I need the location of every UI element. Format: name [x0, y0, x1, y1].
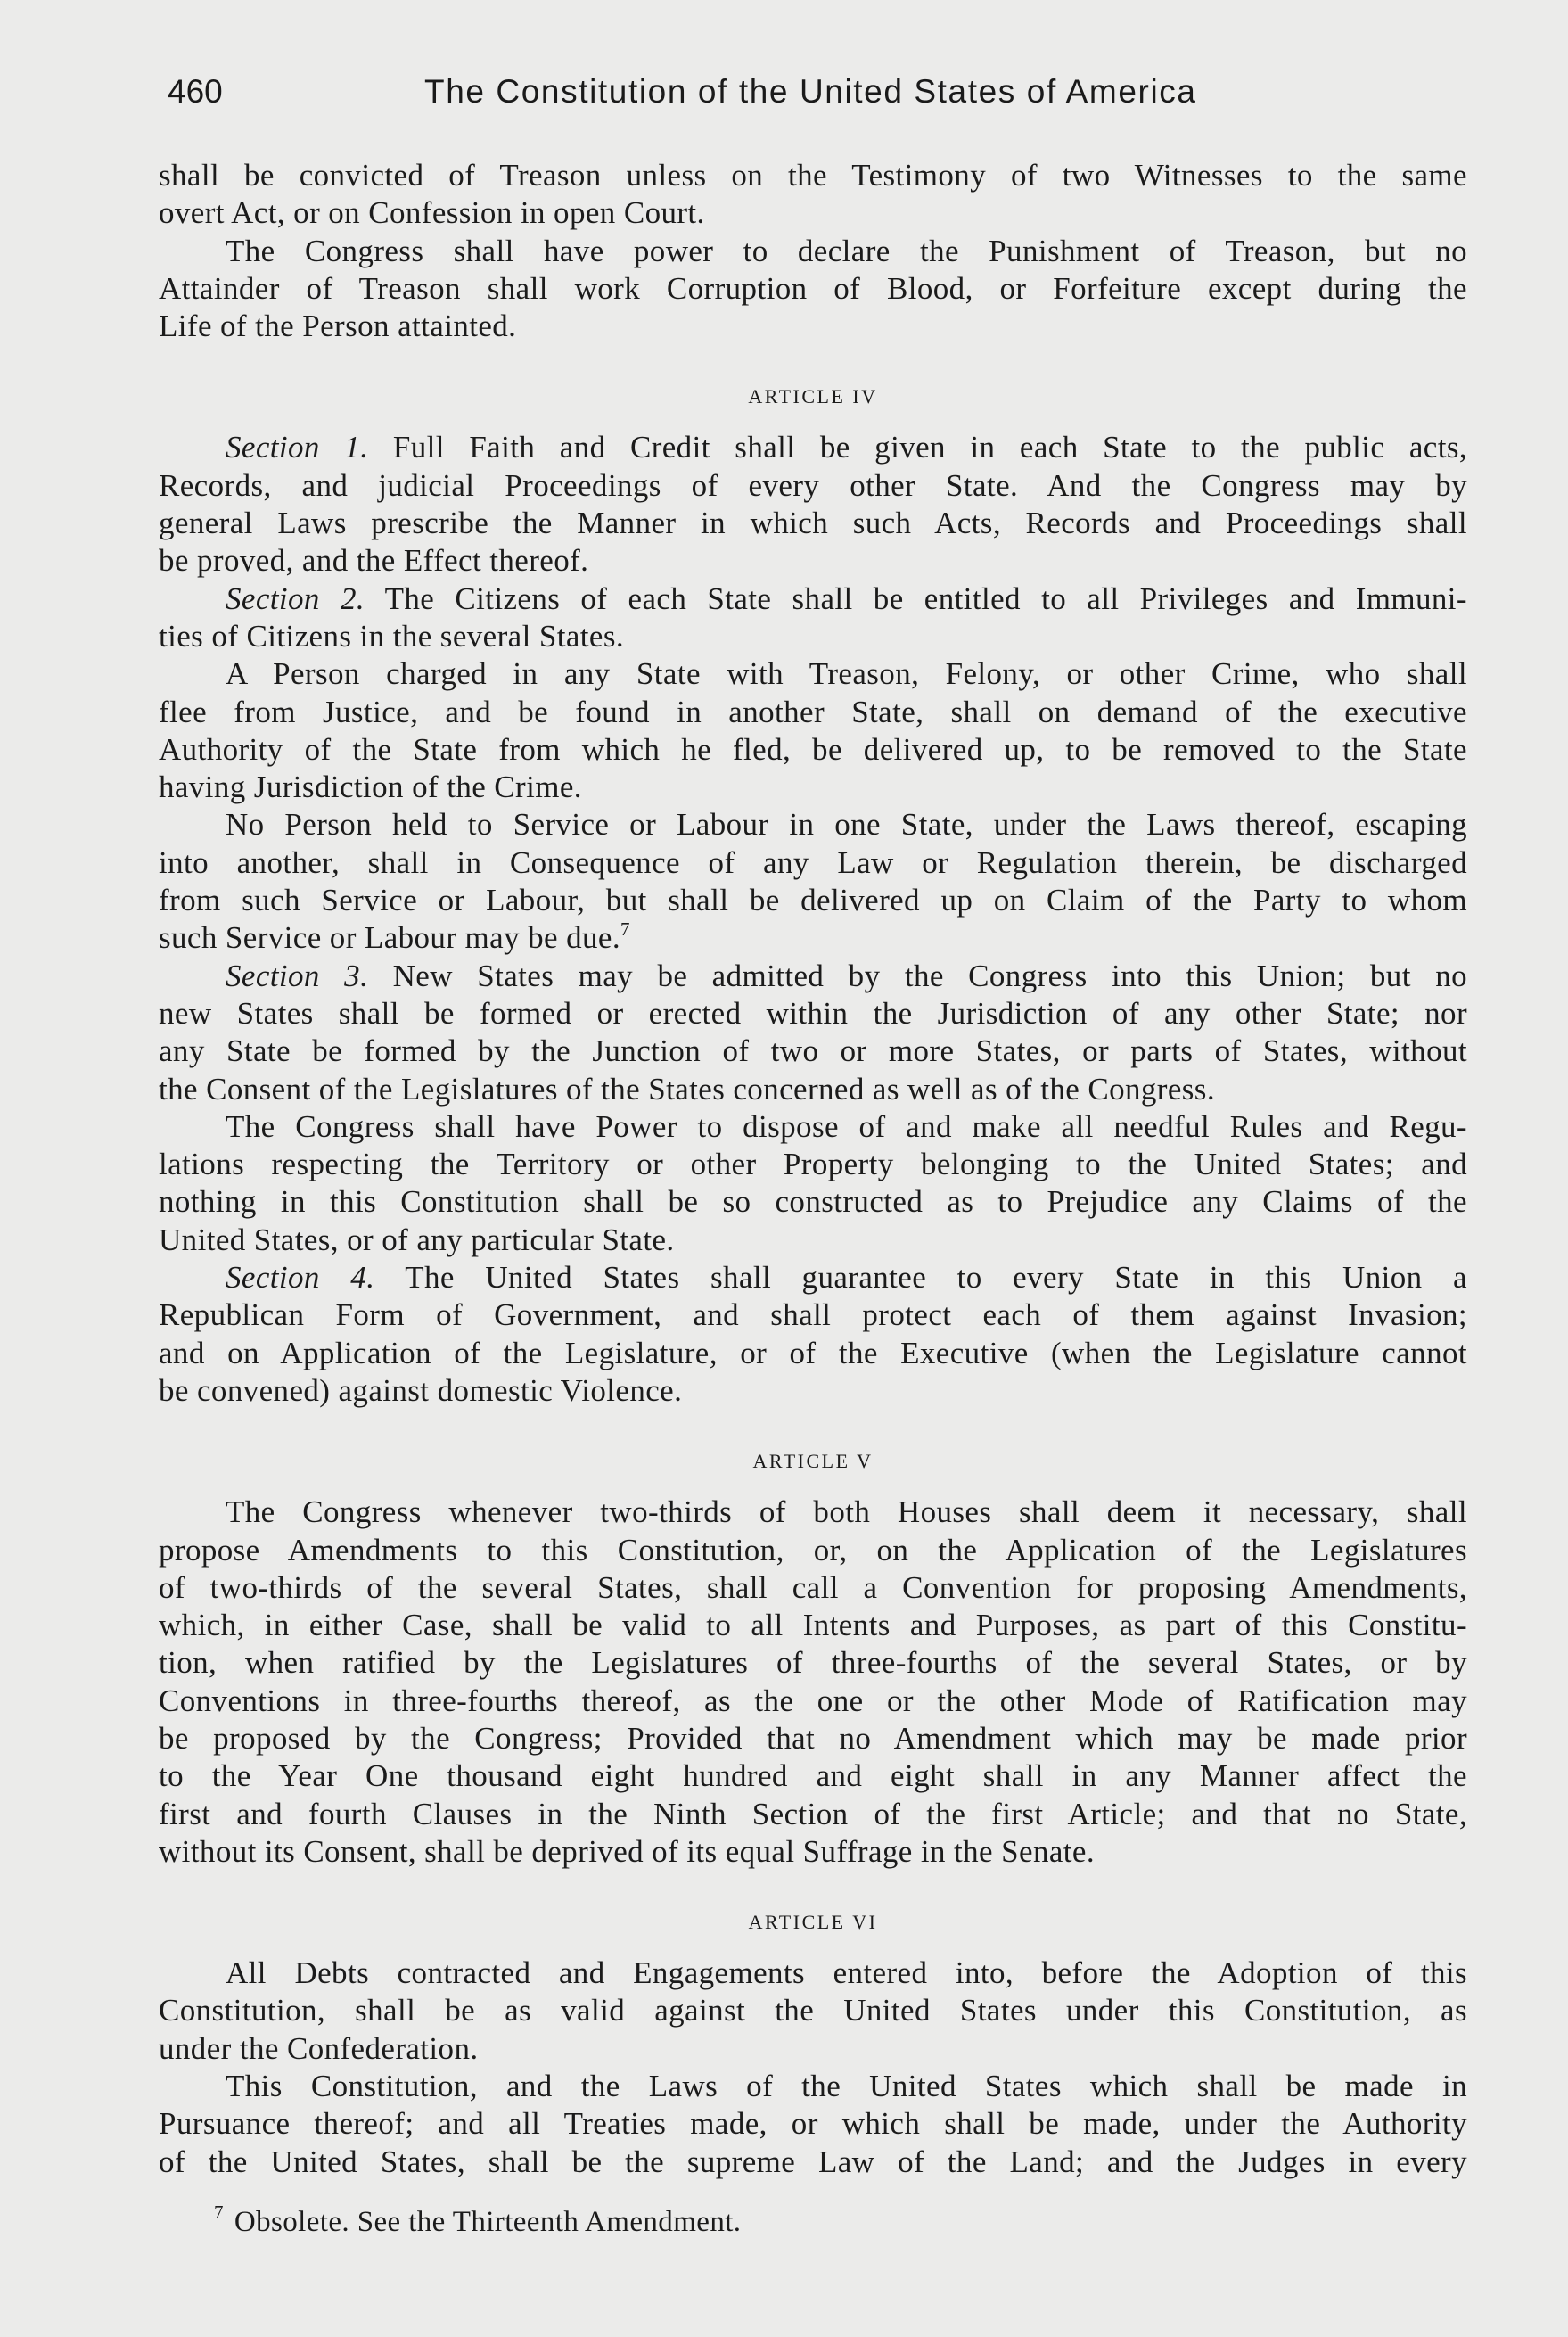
- text-line: [159, 1222, 1467, 1259]
- text-line: [159, 1644, 1467, 1682]
- paragraph: [159, 655, 1467, 806]
- section-label: Section 2.: [226, 580, 365, 616]
- text-line: [159, 2068, 1467, 2105]
- line-text: Life of the Person attainted.: [159, 309, 517, 344]
- line-text: nothing in this Constitution shall be so constructed as to Prejudice any Claims of the: [159, 1184, 1467, 1220]
- line-text: Conventions in three-fourths thereof, as the one or the other Mode of Ratification may: [159, 1683, 1467, 1718]
- paragraph: [159, 429, 1467, 580]
- paragraph: [159, 157, 1467, 233]
- text-line: [159, 655, 1467, 693]
- paragraph: [159, 1494, 1467, 1871]
- line-text: under the Confederation.: [159, 2030, 479, 2066]
- line-text: shall be convicted of Treason unless on the Testimony of two Witnesses to the same: [159, 158, 1467, 193]
- text-line: [159, 694, 1467, 731]
- section-label: Section 1.: [226, 430, 369, 465]
- text-line: [159, 157, 1467, 194]
- text-line: [159, 1335, 1467, 1372]
- line-text: New States may be admitted by the Congress into this Union; but no: [392, 958, 1467, 993]
- line-text: be proved, and the Effect thereof.: [159, 543, 589, 579]
- text-line: [159, 505, 1467, 542]
- text-line: [159, 1372, 1467, 1410]
- footnote-marker: 7: [214, 2201, 224, 2223]
- text-line: [159, 542, 1467, 580]
- paragraph: [159, 958, 1467, 1108]
- page-number: 460: [168, 73, 223, 110]
- text-line: [159, 1720, 1467, 1757]
- line-text: Pursuance thereof; and all Treaties made, or which shall be made, under the Authority: [159, 2106, 1467, 2142]
- line-text: Republican Form of Government, and shall protect each of them against Invasion;: [159, 1297, 1467, 1333]
- text-line: [159, 1683, 1467, 1720]
- text-line: [159, 731, 1467, 769]
- line-text: The Congress whenever two-thirds of both Houses shall deem it necessary, shall: [226, 1494, 1467, 1530]
- line-text: to the Year One thousand eight hundred and eight shall in any Manner affect the: [159, 1758, 1467, 1794]
- text-line: [159, 1833, 1467, 1871]
- line-text: be convened) against domestic Violence.: [159, 1372, 683, 1408]
- article-heading: ARTICLE V: [752, 1450, 874, 1473]
- text-line: [159, 1796, 1467, 1833]
- line-text: Records, and judicial Proceedings of every other State. And the Congress may by: [159, 467, 1467, 503]
- article-heading: ARTICLE IV: [748, 385, 878, 408]
- line-text: into another, shall in Consequence of any Law or Regulation therein, be discharged: [159, 844, 1467, 880]
- line-text: without its Consent, shall be deprived of its equal Suffrage in the Senate.: [159, 1833, 1095, 1869]
- line-text: from such Service or Labour, but shall be delivered up on Claim of the Party to whom: [159, 883, 1467, 918]
- text-line: [159, 1296, 1467, 1334]
- text-line: [159, 995, 1467, 1033]
- footnote: [214, 2201, 742, 2239]
- text-line: [159, 1146, 1467, 1183]
- text-line: [159, 270, 1467, 308]
- text-line: [159, 1183, 1467, 1221]
- paragraph: [159, 1259, 1467, 1410]
- line-text: No Person held to Service or Labour in one State, under the Laws thereof, escaping: [226, 807, 1467, 843]
- line-text: ties of Citizens in the several States.: [159, 618, 625, 654]
- text-line: [159, 1757, 1467, 1795]
- text-line: [159, 1992, 1467, 2029]
- line-text: general Laws prescribe the Manner in which such Acts, Records and Proceedings shall: [159, 506, 1467, 541]
- section-label: Section 3.: [226, 958, 369, 993]
- line-text: and on Application of the Legislature, or of the Executive (when the Legislature cannot: [159, 1335, 1467, 1370]
- line-text: new States shall be formed or erected within the Jurisdiction of any other State; nor: [159, 995, 1467, 1031]
- text-line: [159, 769, 1467, 806]
- line-text: The United States shall guarantee to every State in this Union a: [405, 1260, 1467, 1296]
- text-line: [159, 882, 1467, 919]
- paragraph: [159, 580, 1467, 656]
- section-label: Section 4.: [226, 1260, 375, 1296]
- line-text: having Jurisdiction of the Crime.: [159, 769, 582, 805]
- text-line: [159, 1569, 1467, 1607]
- text-line: [159, 1108, 1467, 1146]
- line-text: first and fourth Clauses in the Ninth Section of the first Article; and that no State,: [159, 1796, 1467, 1831]
- line-text: overt Act, or on Confession in open Court.: [159, 195, 705, 231]
- line-text: Full Faith and Credit shall be given in each State to the public acts,: [392, 430, 1467, 465]
- line-text: This Constitution, and the Laws of the United States which shall be made in: [226, 2069, 1467, 2104]
- line-text: The Congress shall have Power to dispose of and make all needful Rules and Regu-: [226, 1108, 1467, 1144]
- line-text: such Service or Labour may be due.: [159, 920, 621, 956]
- text-line: [159, 919, 1467, 957]
- text-line: [159, 233, 1467, 270]
- text-line: [159, 467, 1467, 505]
- line-text: Constitution, shall be as valid against the United States under this Constitution, as: [159, 1993, 1467, 2028]
- text-line: [159, 194, 1467, 232]
- text-line: [159, 1607, 1467, 1644]
- text-line: [159, 2144, 1467, 2181]
- text-line: [159, 2105, 1467, 2143]
- line-text: Attainder of Treason shall work Corruption of Blood, or Forfeiture except during the: [159, 270, 1467, 306]
- paragraph: [159, 2068, 1467, 2181]
- text-line: [159, 1033, 1467, 1070]
- line-text: any State be formed by the Junction of two or more States, or parts of States, without: [159, 1033, 1467, 1069]
- line-text: of two-thirds of the several States, shall call a Convention for proposing Amendments,: [159, 1569, 1467, 1605]
- paragraph: [159, 806, 1467, 957]
- text-line: [159, 958, 1467, 995]
- text-line: [159, 806, 1467, 843]
- line-text: The Citizens of each State shall be entitled to all Privileges and Immuni-: [384, 580, 1467, 616]
- paragraph: [159, 233, 1467, 346]
- paragraph: [159, 1108, 1467, 1259]
- text-line: [159, 429, 1467, 466]
- line-text: All Debts contracted and Engagements entered into, before the Adoption of this: [226, 1955, 1467, 1991]
- text-line: [159, 308, 1467, 345]
- line-text: propose Amendments to this Constitution, or, on the Application of the Legislatures: [159, 1532, 1467, 1568]
- line-text: which, in either Case, shall be valid to all Intents and Purposes, as part of this Constitu-: [159, 1608, 1467, 1643]
- text-line: [159, 2030, 1467, 2068]
- page-body: [159, 157, 1467, 2181]
- paragraph: [159, 1954, 1467, 2068]
- footnote-text: Obsolete. See the Thirteenth Amendment.: [234, 2206, 742, 2238]
- line-text: United States, or of any particular State.: [159, 1222, 675, 1257]
- text-line: [159, 1494, 1467, 1531]
- text-line: [159, 844, 1467, 882]
- line-text: A Person charged in any State with Treason, Felony, or other Crime, who shall: [226, 656, 1467, 692]
- text-line: [159, 1954, 1467, 1992]
- text-line: [159, 1532, 1467, 1569]
- running-title: The Constitution of the United States of America: [424, 73, 1197, 110]
- line-text: flee from Justice, and be found in another State, shall on demand of the executive: [159, 694, 1467, 729]
- line-text: Authority of the State from which he fled, be delivered up, to be removed to the State: [159, 731, 1467, 767]
- line-text: The Congress shall have power to declare the Punishment of Treason, but no: [226, 233, 1467, 268]
- article-heading: ARTICLE VI: [748, 1911, 878, 1934]
- text-line: [159, 1071, 1467, 1108]
- text-line: [159, 1259, 1467, 1296]
- line-text: of the United States, shall be the supreme Law of the Land; and the Judges in every: [159, 2144, 1467, 2179]
- line-text: tion, when ratified by the Legislatures of three-fourths of the several States, or by: [159, 1645, 1467, 1681]
- text-line: [159, 618, 1467, 655]
- line-text: be proposed by the Congress; Provided that no Amendment which may be made prior: [159, 1720, 1467, 1756]
- line-text: the Consent of the Legislatures of the States concerned as well as of the Congress.: [159, 1071, 1215, 1107]
- line-text: lations respecting the Territory or other Property belonging to the United States; and: [159, 1147, 1467, 1182]
- text-line: [159, 580, 1467, 618]
- footnote-reference[interactable]: 7: [620, 918, 630, 941]
